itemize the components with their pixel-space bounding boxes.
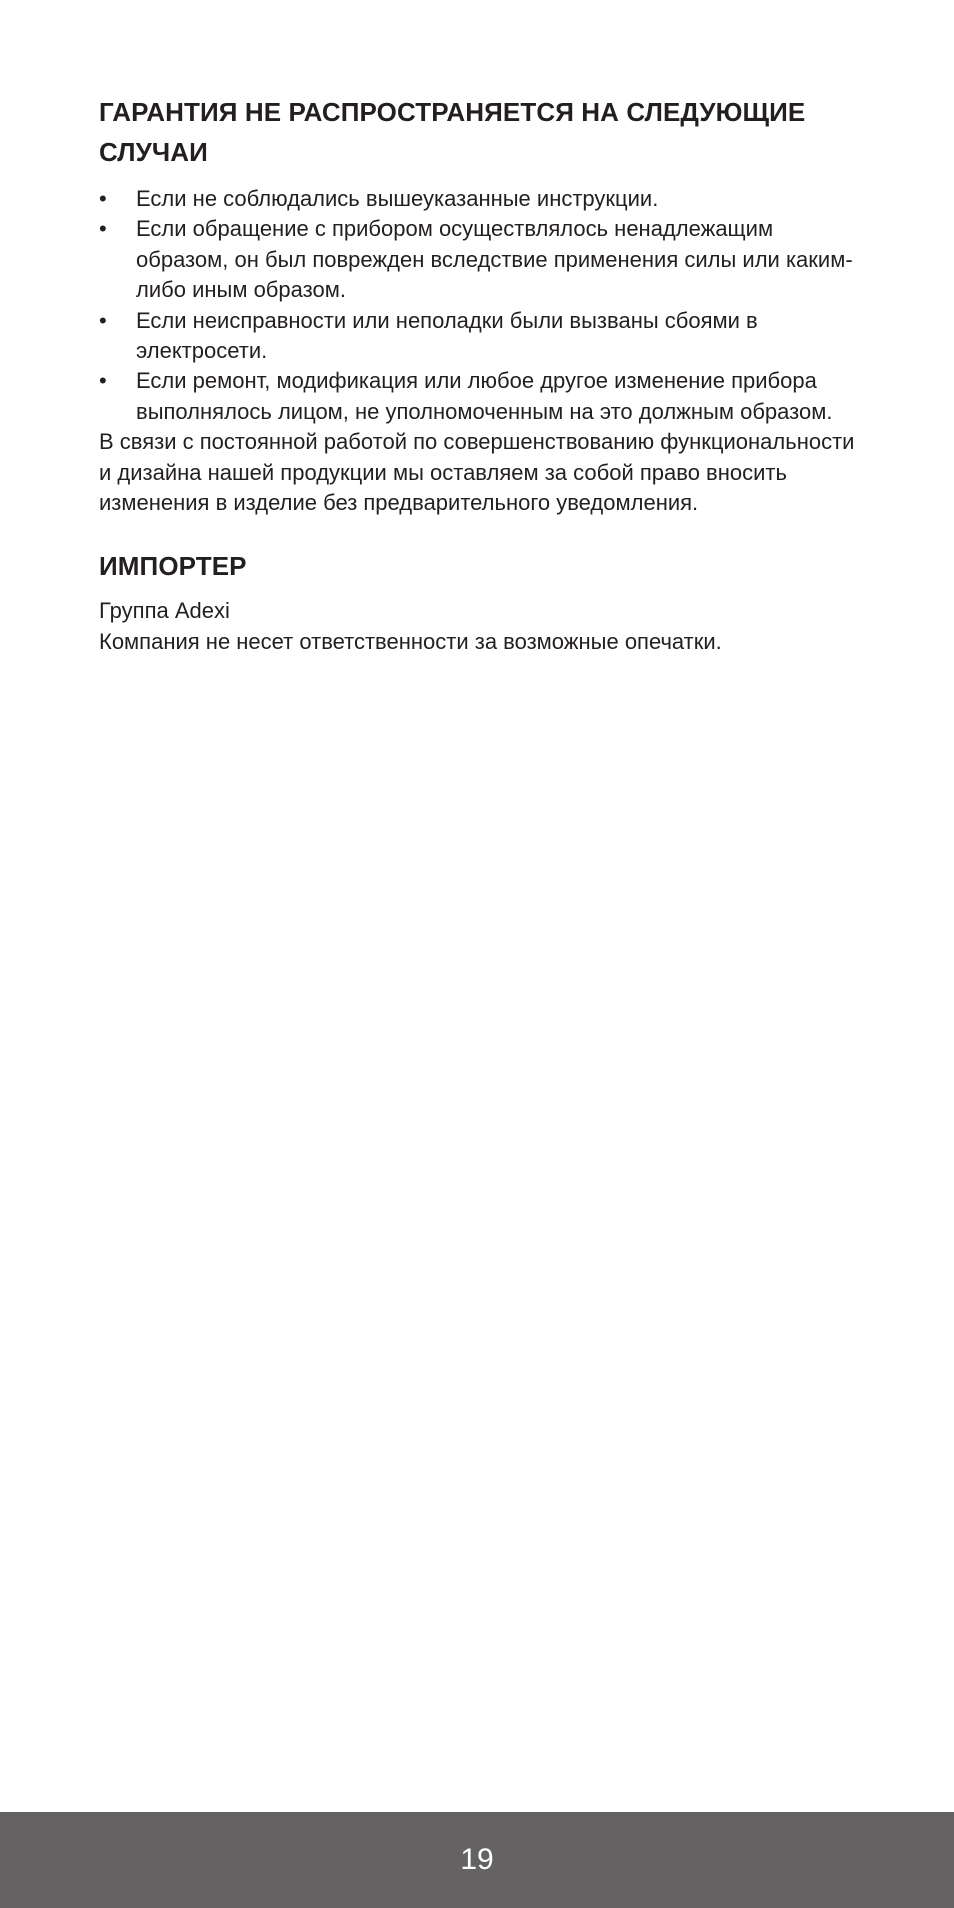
product-change-notice: В связи с постоянной работой по совершенствованию функциональности и дизайна нашей продукции мы оставляем за собой право вносить изменения в изделие без предварительного уведомления.: [99, 429, 855, 516]
importer-heading: ИМПОРТЕР: [99, 551, 247, 582]
warranty-exclusions-list: [99, 184, 869, 427]
importer-details: [99, 596, 869, 657]
list-item-text: Если ремонт, модификация или любое другое изменение прибора выполнялось лицом, не уполномоченным на это должным образом.: [136, 368, 833, 424]
bullet-icon: •: [99, 307, 107, 333]
list-item-text: Если неисправности или неполадки были вызваны сбоями в электросети.: [136, 307, 758, 364]
bullet-icon: •: [99, 368, 107, 394]
list-item: [99, 306, 869, 367]
page-footer: [0, 1812, 954, 1908]
list-item-text: Если не соблюдались вышеуказанные инструкции.: [136, 186, 659, 211]
bullet-icon: •: [99, 186, 107, 211]
importer-company: Группа Adexi: [99, 598, 230, 624]
list-item: [99, 366, 869, 427]
list-item: [99, 184, 869, 214]
page-content: [99, 92, 869, 657]
page-number: 19: [460, 1843, 494, 1876]
bullet-icon: •: [99, 216, 107, 242]
list-item-text: Если обращение с прибором осуществлялось ненадлежащим образом, он был поврежден вследствие применения силы или каким-либо иным образом.: [136, 216, 853, 303]
misprint-disclaimer: Компания не несет ответственности за возможные опечатки.: [99, 628, 722, 654]
warranty-heading: ГАРАНТИЯ НЕ РАСПРОСТРАНЯЕТСЯ НА СЛЕДУЮЩИЕ СЛУЧАИ: [99, 97, 806, 167]
list-item: [99, 214, 869, 305]
